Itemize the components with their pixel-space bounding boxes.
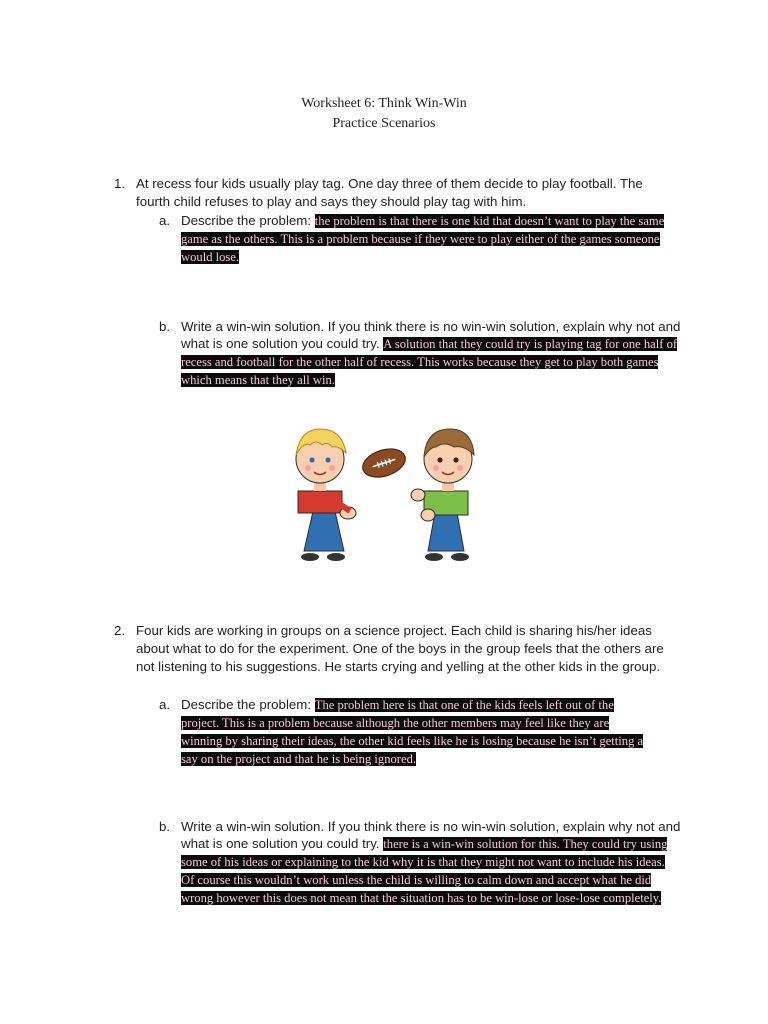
scenario-1-part-b [159, 318, 681, 389]
brown-hair-boy-figure [411, 429, 474, 561]
scenario-2-part-a-answer: The problem here is that one of the kids feels left out of the project. This is a problem because although the other members may feel like they are winning by sharing their ideas, the other kid feels like he is losing because he isn’t getting a say on the project and that he is being ignored. [181, 698, 644, 766]
scenario-2-part-b-answer: there is a win-win solution for this. They could try using some of his ideas or explaining to the kid why it is that they might not want to include his ideas. Of course this wouldn’t work unless the child is willing to calm down and accept what he did wrong however this does not mean that the situation has to be win-lose or lose-lose completely. [181, 837, 668, 905]
football-icon [359, 444, 409, 482]
worksheet-subtitle: Practice Scenarios [332, 116, 436, 131]
scenario-2-part-a-label: a. [159, 697, 171, 712]
scenario-1 [114, 175, 656, 211]
blonde-boy-figure [296, 429, 356, 561]
scenario-1-part-b-label: b. [159, 319, 171, 334]
scenario-2-part-b [159, 818, 681, 907]
scenario-1-part-a [159, 212, 676, 266]
scenario-2 [114, 622, 676, 676]
worksheet-title: Worksheet 6: Think Win-Win [301, 96, 467, 111]
kids-football-illustration [288, 425, 480, 570]
scenario-2-part-a-prompt: Describe the problem: [181, 697, 312, 712]
scenario-1-part-a-answer: the problem is that there is one kid that doesn’t want to play the same game as the others. This is a problem because if they were to play either of the games someone would lose. [181, 214, 665, 264]
scenario-1-part-a-prompt: Describe the problem: [181, 213, 312, 228]
scenario-2-part-b-label: b. [159, 819, 171, 834]
scenario-2-part-b-prompt: Write a win-win solution. If you think there is no win-win solution, explain why not and what is one solution you could try. [181, 819, 681, 851]
scenario-1-part-a-label: a. [159, 213, 171, 228]
scenario-1-part-b-answer: A solution that they could try is playing tag for one half of recess and football for the other half of recess. This works because they get to play both games which means that they all win. [181, 337, 678, 387]
scenario-1-part-b-prompt: Write a win-win solution. If you think there is no win-win solution, explain why not and what is one solution you could try. [181, 319, 681, 351]
scenario-1-number: 1. [114, 176, 126, 191]
scenario-2-number: 2. [114, 623, 126, 638]
scenario-2-text: Four kids are working in groups on a science project. Each child is sharing his/her ideas about what to do for the experiment. One of the boys in the group feels that the others are not listening to his suggestions. He starts crying and yelling at the other kids in the group. [136, 623, 664, 674]
scenario-1-text: At recess four kids usually play tag. One day three of them decide to play football. The fourth child refuses to play and says they should play tag with him. [136, 176, 643, 209]
scenario-2-part-a [159, 696, 651, 768]
